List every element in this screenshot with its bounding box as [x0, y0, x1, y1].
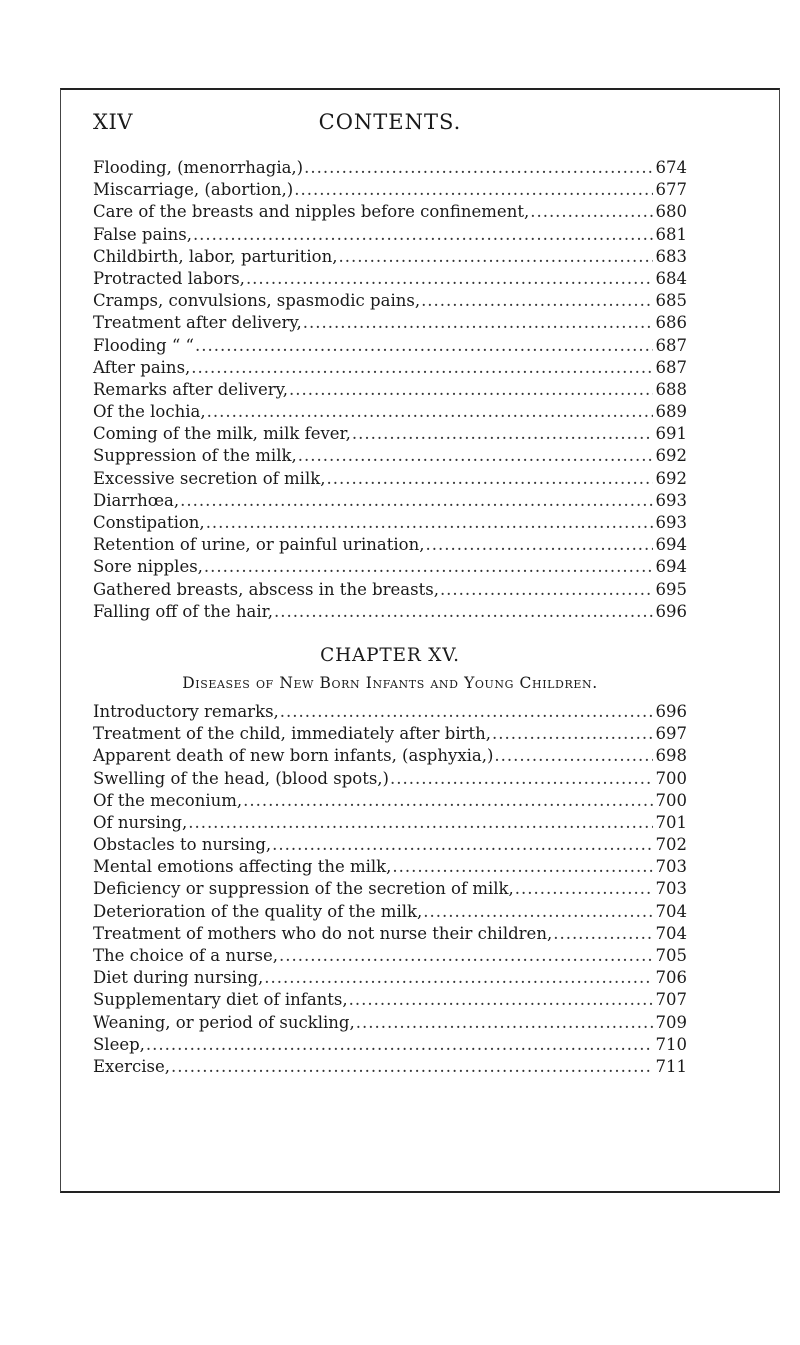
toc-entry-title: Mental emotions affecting the milk, — [93, 857, 392, 877]
dot-leader — [421, 290, 652, 312]
toc-entry-page: 692 — [655, 468, 687, 488]
toc-entry-page: 707 — [655, 990, 687, 1010]
dot-leader — [298, 445, 653, 467]
toc-entry-page: 687 — [655, 357, 687, 377]
dot-leader — [294, 179, 652, 201]
toc-entry — [93, 878, 687, 900]
dot-leader — [180, 490, 652, 512]
dot-leader — [423, 901, 652, 923]
toc-entry — [93, 335, 687, 357]
toc-entry-page: 680 — [655, 202, 687, 222]
toc-entry-page: 709 — [655, 1012, 687, 1032]
toc-entry-page: 694 — [655, 557, 687, 577]
toc-entry-title: Of the meconium, — [93, 790, 243, 810]
toc-entry — [93, 967, 687, 989]
toc-entry-title: Exercise, — [93, 1056, 170, 1076]
toc-entry — [93, 1034, 687, 1056]
dot-leader — [553, 923, 652, 945]
toc-entry-title: Deterioration of the quality of the milk, — [93, 901, 423, 921]
toc-entry-page: 685 — [655, 291, 687, 311]
toc-entry-title: Treatment of mothers who do not nurse their children, — [93, 923, 553, 943]
toc-entry-page: 696 — [655, 601, 687, 621]
toc-entry-page: 696 — [655, 701, 687, 721]
toc-entry-title: Introductory remarks, — [93, 701, 279, 721]
dot-leader — [279, 945, 653, 967]
chapter-subtitle: Diseases of New Born Infants and Young Children. — [182, 673, 598, 692]
dot-leader — [352, 423, 653, 445]
toc-section-after — [93, 701, 687, 1078]
toc-entry — [93, 723, 687, 745]
toc-entry-title: Flooding “ “ — [93, 335, 194, 355]
toc-entry-title: Childbirth, labor, parturition, — [93, 246, 338, 266]
toc-entry — [93, 923, 687, 945]
toc-entry-page: 677 — [655, 180, 687, 200]
toc-entry-title: Suppression of the milk, — [93, 446, 297, 466]
toc-entry-page: 695 — [655, 579, 687, 599]
dot-leader — [191, 357, 652, 379]
toc-entry-title: Coming of the milk, milk fever, — [93, 424, 351, 444]
dot-leader — [390, 768, 653, 790]
toc-entry — [93, 856, 687, 878]
toc-entry — [93, 401, 687, 423]
toc-entry-page: 693 — [655, 490, 687, 510]
toc-entry — [93, 701, 687, 723]
toc-entry — [93, 1056, 687, 1078]
dot-leader — [392, 856, 652, 878]
toc-entry — [93, 790, 687, 812]
toc-entry-title: Flooding, (menorrhagia,) — [93, 158, 304, 177]
toc-section-before — [93, 157, 687, 623]
toc-entry-title: Weaning, or period of suckling, — [93, 1012, 355, 1032]
dot-leader — [195, 335, 653, 357]
dot-leader — [515, 878, 653, 900]
toc-entry-page: 701 — [655, 812, 687, 832]
dot-leader — [204, 556, 653, 578]
toc-entry-page: 687 — [655, 335, 687, 355]
toc-entry-title: After pains, — [93, 357, 191, 377]
toc-entry-title: The choice of a nurse, — [93, 946, 278, 965]
toc-entry — [93, 834, 687, 856]
dot-leader — [188, 812, 652, 834]
toc-entry — [93, 1012, 687, 1034]
toc-entry-page: 684 — [655, 268, 687, 288]
dot-leader — [440, 579, 653, 601]
toc-entry — [93, 989, 687, 1011]
dot-leader — [349, 989, 653, 1011]
toc-entry — [93, 490, 687, 512]
toc-entry-page: 710 — [655, 1034, 687, 1054]
toc-entry-title: Miscarriage, (abortion,) — [93, 180, 294, 200]
toc-entry-title: Diet during nursing, — [93, 968, 264, 988]
dot-leader — [326, 468, 652, 490]
toc-entry — [93, 268, 687, 290]
toc-entry-page: 705 — [655, 946, 687, 965]
toc-entry-page: 674 — [655, 158, 687, 177]
running-title: CONTENTS. — [318, 110, 462, 134]
toc-entry — [93, 579, 687, 601]
toc-entry-page: 706 — [655, 968, 687, 988]
toc-entry — [93, 556, 687, 578]
dot-leader — [146, 1034, 653, 1056]
dot-leader — [356, 1012, 653, 1034]
toc-entry-title: Of the lochia, — [93, 402, 206, 422]
toc-entry-title: Retention of urine, or painful urination, — [93, 535, 425, 555]
toc-entry-page: 689 — [655, 402, 687, 422]
toc-entry-page: 686 — [655, 313, 687, 333]
toc-entry — [93, 534, 687, 556]
toc-entry-title: Cramps, convulsions, spasmodic pains, — [93, 291, 421, 311]
toc-entry — [93, 357, 687, 379]
toc-entry — [93, 224, 687, 246]
toc-entry-title: Protracted labors, — [93, 268, 245, 288]
toc-entry — [93, 201, 687, 223]
toc-entry-page: 703 — [655, 879, 687, 899]
toc-entry — [93, 379, 687, 401]
chapter-heading: CHAPTER XV. — [320, 644, 460, 666]
toc-entry — [93, 512, 687, 534]
toc-entry-page: 704 — [655, 901, 687, 921]
dot-leader — [425, 534, 652, 556]
toc-entry-page: 704 — [655, 923, 687, 943]
toc-entry-page: 711 — [655, 1056, 687, 1076]
toc-entry — [93, 246, 687, 268]
toc-entry-title: Swelling of the head, (blood spots,) — [93, 768, 389, 788]
toc-entry-page: 681 — [655, 224, 687, 244]
toc-entry-page: 697 — [655, 724, 687, 744]
toc-entry — [93, 812, 687, 834]
page-header — [93, 110, 687, 138]
dot-leader — [304, 157, 652, 179]
toc-entry-title: Apparent death of new born infants, (asphyxia,) — [93, 746, 494, 766]
toc-entry-title: Care of the breasts and nipples before confinement, — [93, 202, 530, 222]
dot-leader — [246, 268, 653, 290]
toc-entry — [93, 157, 687, 179]
dot-leader — [303, 312, 653, 334]
toc-entry-title: False pains, — [93, 224, 192, 244]
toc-entry-title: Gathered breasts, abscess in the breasts, — [93, 579, 439, 599]
dot-leader — [272, 834, 652, 856]
toc-entry-page: 688 — [655, 379, 687, 399]
toc-entry — [93, 312, 687, 334]
toc-entry-title: Supplementary diet of infants, — [93, 990, 348, 1010]
toc-entry — [93, 945, 687, 967]
toc-entry-title: Sore nipples, — [93, 557, 203, 577]
toc-entry-title: Constipation, — [93, 513, 205, 532]
toc-entry-title: Falling off of the hair, — [93, 601, 273, 621]
toc-entry-title: Treatment after delivery, — [93, 313, 302, 333]
toc-entry-page: 694 — [655, 535, 687, 555]
toc-entry-title: Remarks after delivery, — [93, 379, 288, 399]
toc-entry-page: 700 — [655, 790, 687, 810]
toc-entry-title: Deficiency or suppression of the secretion of milk, — [93, 879, 514, 899]
dot-leader — [264, 967, 652, 989]
toc-entry-title: Treatment of the child, immediately after birth, — [93, 724, 492, 744]
toc-entry-title: Diarrhœa, — [93, 490, 180, 510]
toc-entry-title: Of nursing, — [93, 812, 188, 832]
dot-leader — [289, 379, 653, 401]
toc-entry-title: Excessive secretion of milk, — [93, 468, 326, 488]
dot-leader — [530, 201, 652, 223]
page-number: XIV — [93, 110, 133, 134]
dot-leader — [207, 401, 653, 423]
dot-leader — [338, 246, 652, 268]
dot-leader — [243, 790, 652, 812]
toc-entry — [93, 468, 687, 490]
toc-entry — [93, 601, 687, 623]
toc-entry — [93, 901, 687, 923]
dot-leader — [171, 1056, 653, 1078]
table-of-contents — [93, 157, 687, 1078]
toc-entry-page: 698 — [655, 746, 687, 766]
toc-entry-page: 702 — [655, 835, 687, 855]
dot-leader — [206, 512, 653, 534]
toc-entry-title: Sleep, — [93, 1034, 145, 1054]
dot-leader — [280, 701, 653, 723]
toc-entry — [93, 423, 687, 445]
toc-entry — [93, 745, 687, 767]
toc-entry — [93, 179, 687, 201]
toc-entry-page: 691 — [655, 424, 687, 444]
toc-entry-page: 692 — [655, 446, 687, 466]
toc-entry-page: 700 — [655, 768, 687, 788]
dot-leader — [492, 723, 652, 745]
toc-entry-title: Obstacles to nursing, — [93, 835, 272, 855]
toc-entry — [93, 445, 687, 467]
toc-entry — [93, 290, 687, 312]
toc-entry-page: 683 — [655, 246, 687, 266]
dot-leader — [274, 601, 653, 623]
toc-entry — [93, 768, 687, 790]
toc-entry-page: 693 — [655, 513, 687, 532]
dot-leader — [494, 745, 652, 767]
toc-entry-page: 703 — [655, 857, 687, 877]
dot-leader — [193, 224, 653, 246]
